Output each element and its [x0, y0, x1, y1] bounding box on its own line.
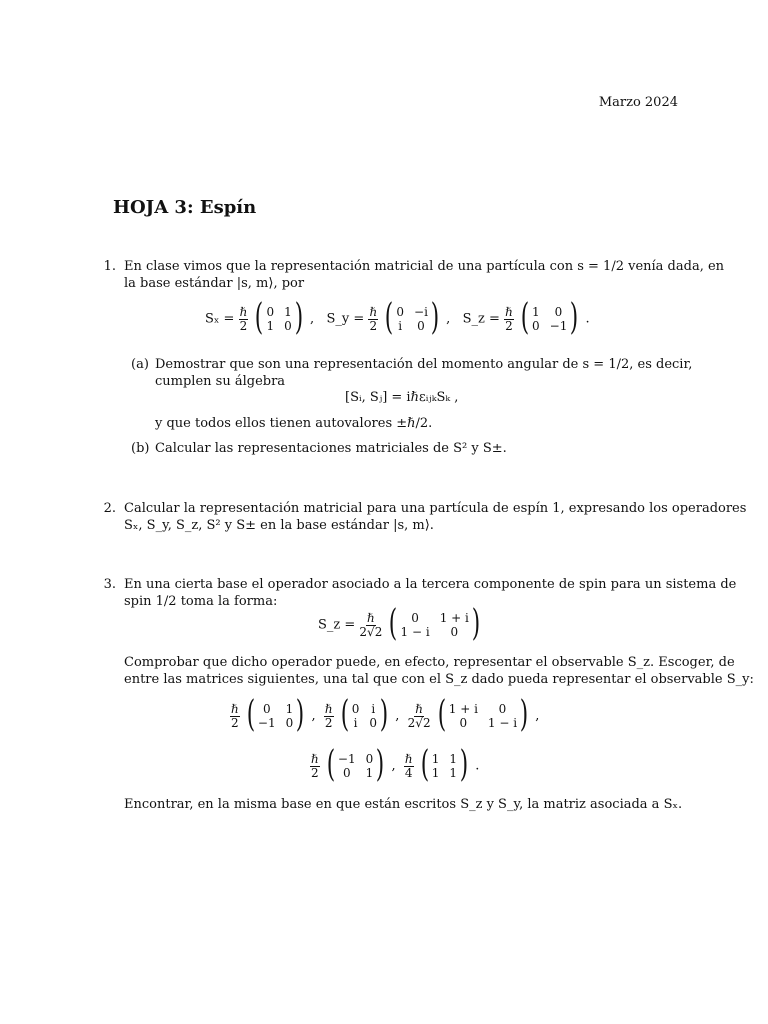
sy-label: S_y =: [326, 311, 365, 327]
sx-matrix: ( 0 1 1 0 ): [255, 297, 304, 338]
sheet-title: HOJA 3: Espín: [113, 197, 257, 218]
sy-matrix: ( 0 −i i 0 ): [385, 297, 440, 338]
problem-1-line-1: En clase vimos que la representación matricial de una partícula con s = 1/2 venía dada, en: [124, 259, 725, 274]
hbar-over-2: $\frac{\text{ℏ}}{2}$: [369, 304, 378, 333]
problem-3-line-2: spin 1/2 toma la forma:: [124, 594, 278, 609]
part-a-line-1: Demostrar que son una representación del momento angular de s = 1/2, es decir,: [155, 357, 693, 372]
problem-3-line-1: En una cierta base el operador asociado a la tercera componente de spin para un sistema de: [124, 577, 737, 592]
sz-matrix: ( 1 0 0 −1 ): [520, 297, 579, 338]
part-b-label: (b): [131, 441, 150, 456]
candidate-matrices-row-2: $\frac{\text{ℏ}}{2}$ ( −1 0 0 1 ) , $\frac{\text{ℏ}}{4}$ ( 1 1 1 1 ) .: [311, 744, 480, 785]
candidate-matrix-3: ( 1 + i 0 0 1 − i ): [437, 694, 529, 735]
problem-3-line-4: entre las matrices siguientes, una tal que con el S_z dado pueda representar el observable S_y:: [124, 672, 754, 687]
problem-2-line-1: Calcular la representación matricial para una partícula de espín 1, expresando los operadores: [124, 501, 747, 516]
hbar-over-2: $\frac{\text{ℏ}}{2}$: [505, 304, 513, 333]
candidate-matrix-2: ( 0 i i 0 ): [340, 694, 389, 735]
part-b-line: Calcular las representaciones matriciales de S² y S±.: [155, 441, 507, 456]
date: Marzo 2024: [598, 95, 678, 110]
problem-3-line-3: Comprobar que dicho operador puede, en efecto, representar el observable S_z. Escoger, de: [124, 655, 735, 670]
sz-given-matrix: ( 0 1 + i 1 − i 0 ): [389, 603, 481, 644]
problem-3-number: 3.: [103, 577, 116, 592]
problem-1-number: 1.: [103, 259, 116, 274]
sz-label: S_z =: [318, 617, 356, 633]
part-a-line-3: y que todos ellos tienen autovalores ±ℏ/2.: [155, 416, 433, 431]
candidate-matrix-1: ( 0 1 −1 0 ): [246, 694, 305, 735]
candidate-matrix-4: ( −1 0 0 1 ): [326, 744, 385, 785]
sx-label: Sₓ =: [205, 311, 235, 327]
candidate-matrix-5: ( 1 1 1 1 ): [420, 744, 469, 785]
spin-half-matrices: Sₓ = $\frac{\text{ℏ}}{2}$ ( 0 1 1 0 ) , S_y = $\frac{\text{ℏ}}{2}$ ( 0 −i i 0 ) , S_z = $\frac{\text{ℏ}}{2}$ ( 1 0 0 −1 ) .: [205, 297, 590, 338]
problem-2-number: 2.: [103, 501, 116, 516]
hbar-over-2sqrt2: $\frac{\text{ℏ}}{2√2}$: [359, 610, 383, 639]
problem-2-line-2: Sₓ, S_y, S_z, S² y S± en la base estándar |s, m⟩.: [124, 518, 434, 533]
problem-1-line-2: la base estándar |s, m⟩, por: [124, 276, 305, 291]
sz-given-equation: [318, 603, 483, 644]
part-a-line-2: cumplen su álgebra: [155, 374, 286, 389]
sz-label: S_z =: [462, 311, 500, 327]
hbar-over-2: $\frac{\text{ℏ}}{2}$: [239, 304, 248, 333]
candidate-matrices-row-1: $\frac{\text{ℏ}}{2}$ ( 0 1 −1 0 ) , $\frac{\text{ℏ}}{2}$ ( 0 i i 0 ) , $\frac{\text{ℏ}}{2√2}$ ( 1 + i 0 0 1 − i ) ,: [231, 694, 540, 735]
commutator-equation: [Sᵢ, Sⱼ] = iℏεᵢⱼₖSₖ ,: [345, 390, 459, 405]
problem-3-line-5: Encontrar, en la misma base en que están escritos S_z y S_y, la matriz asociada a Sₓ.: [124, 797, 683, 812]
part-a-label: (a): [131, 357, 149, 372]
